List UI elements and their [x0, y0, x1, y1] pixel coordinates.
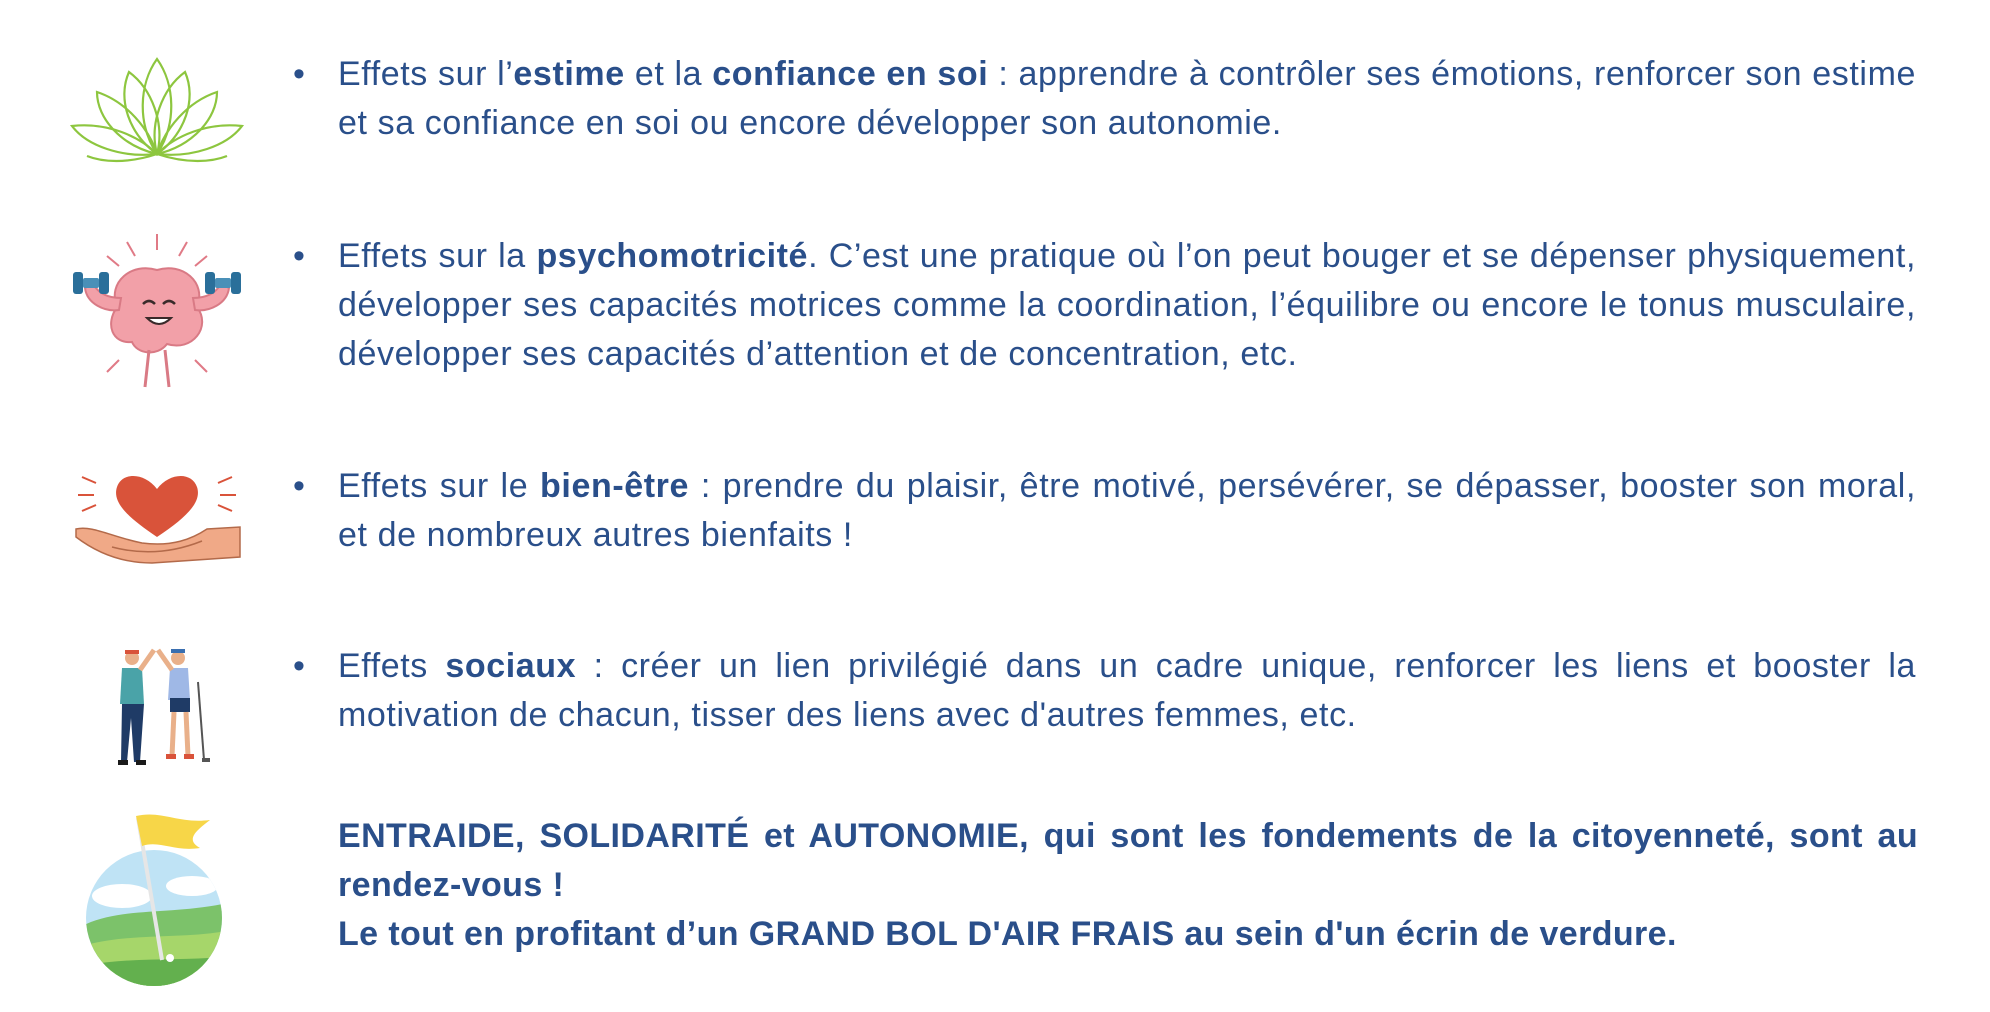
- benefit-text: [293, 462, 1917, 560]
- conclusion-text: [338, 812, 1918, 959]
- text-segment: . C’est une pratique où l’on peut bouger et se dépenser physiquement, développer ses capacités motrices comme la coordination, l’équilibre ou encore le tonus musculaire, développer ses capacités d’attention et de concentration, etc.: [338, 237, 1916, 373]
- text-segment: Effets sur le: [338, 467, 541, 505]
- bullet: •: [293, 55, 306, 93]
- conclusion-line-2: Le tout en profitant d’un GRAND BOL D'AIR FRAIS au sein d'un écrin de verdure.: [338, 915, 1677, 953]
- benefit-text: [293, 642, 1916, 740]
- text-segment: Effets: [338, 647, 446, 685]
- keyword-psychomotricite: psychomotricité: [536, 237, 809, 275]
- text-segment: Effets sur l’: [338, 55, 514, 93]
- bullet: •: [293, 647, 306, 685]
- golfers-high-five-icon: [62, 642, 252, 772]
- strong-brain-icon: [62, 232, 252, 392]
- bullet: •: [293, 467, 306, 505]
- lotus-icon: [62, 50, 252, 170]
- keyword-confiance: confiance en soi: [712, 55, 989, 93]
- conclusion-line-1: ENTRAIDE, SOLIDARITÉ et AUTONOMIE, qui sont les fondements de la citoyenneté, sont au rendez-vous !: [338, 817, 1918, 904]
- heart-in-hand-icon: [62, 462, 252, 572]
- text-segment: : créer un lien privilégié dans un cadre unique, renforcer les liens et booster la motivation de chacun, tisser des liens avec d'autres femmes, etc.: [338, 647, 1916, 734]
- benefit-text: [293, 232, 1916, 379]
- text-segment: Effets sur la: [338, 237, 537, 275]
- benefit-text: [293, 50, 1916, 148]
- golf-flag-icon: [62, 806, 252, 986]
- keyword-sociaux: sociaux: [445, 647, 577, 685]
- text-segment: : prendre du plaisir, être motivé, persévérer, se dépasser, booster son moral, et de nombreux autres bienfaits !: [338, 467, 1917, 554]
- bullet: •: [293, 237, 306, 275]
- text-segment: et la: [624, 55, 713, 93]
- keyword-estime: estime: [513, 55, 625, 93]
- keyword-bien-etre: bien-être: [540, 467, 690, 505]
- text-segment: : apprendre à contrôler ses émotions, renforcer son estime et sa confiance en soi ou encore développer son autonomie.: [338, 55, 1916, 142]
